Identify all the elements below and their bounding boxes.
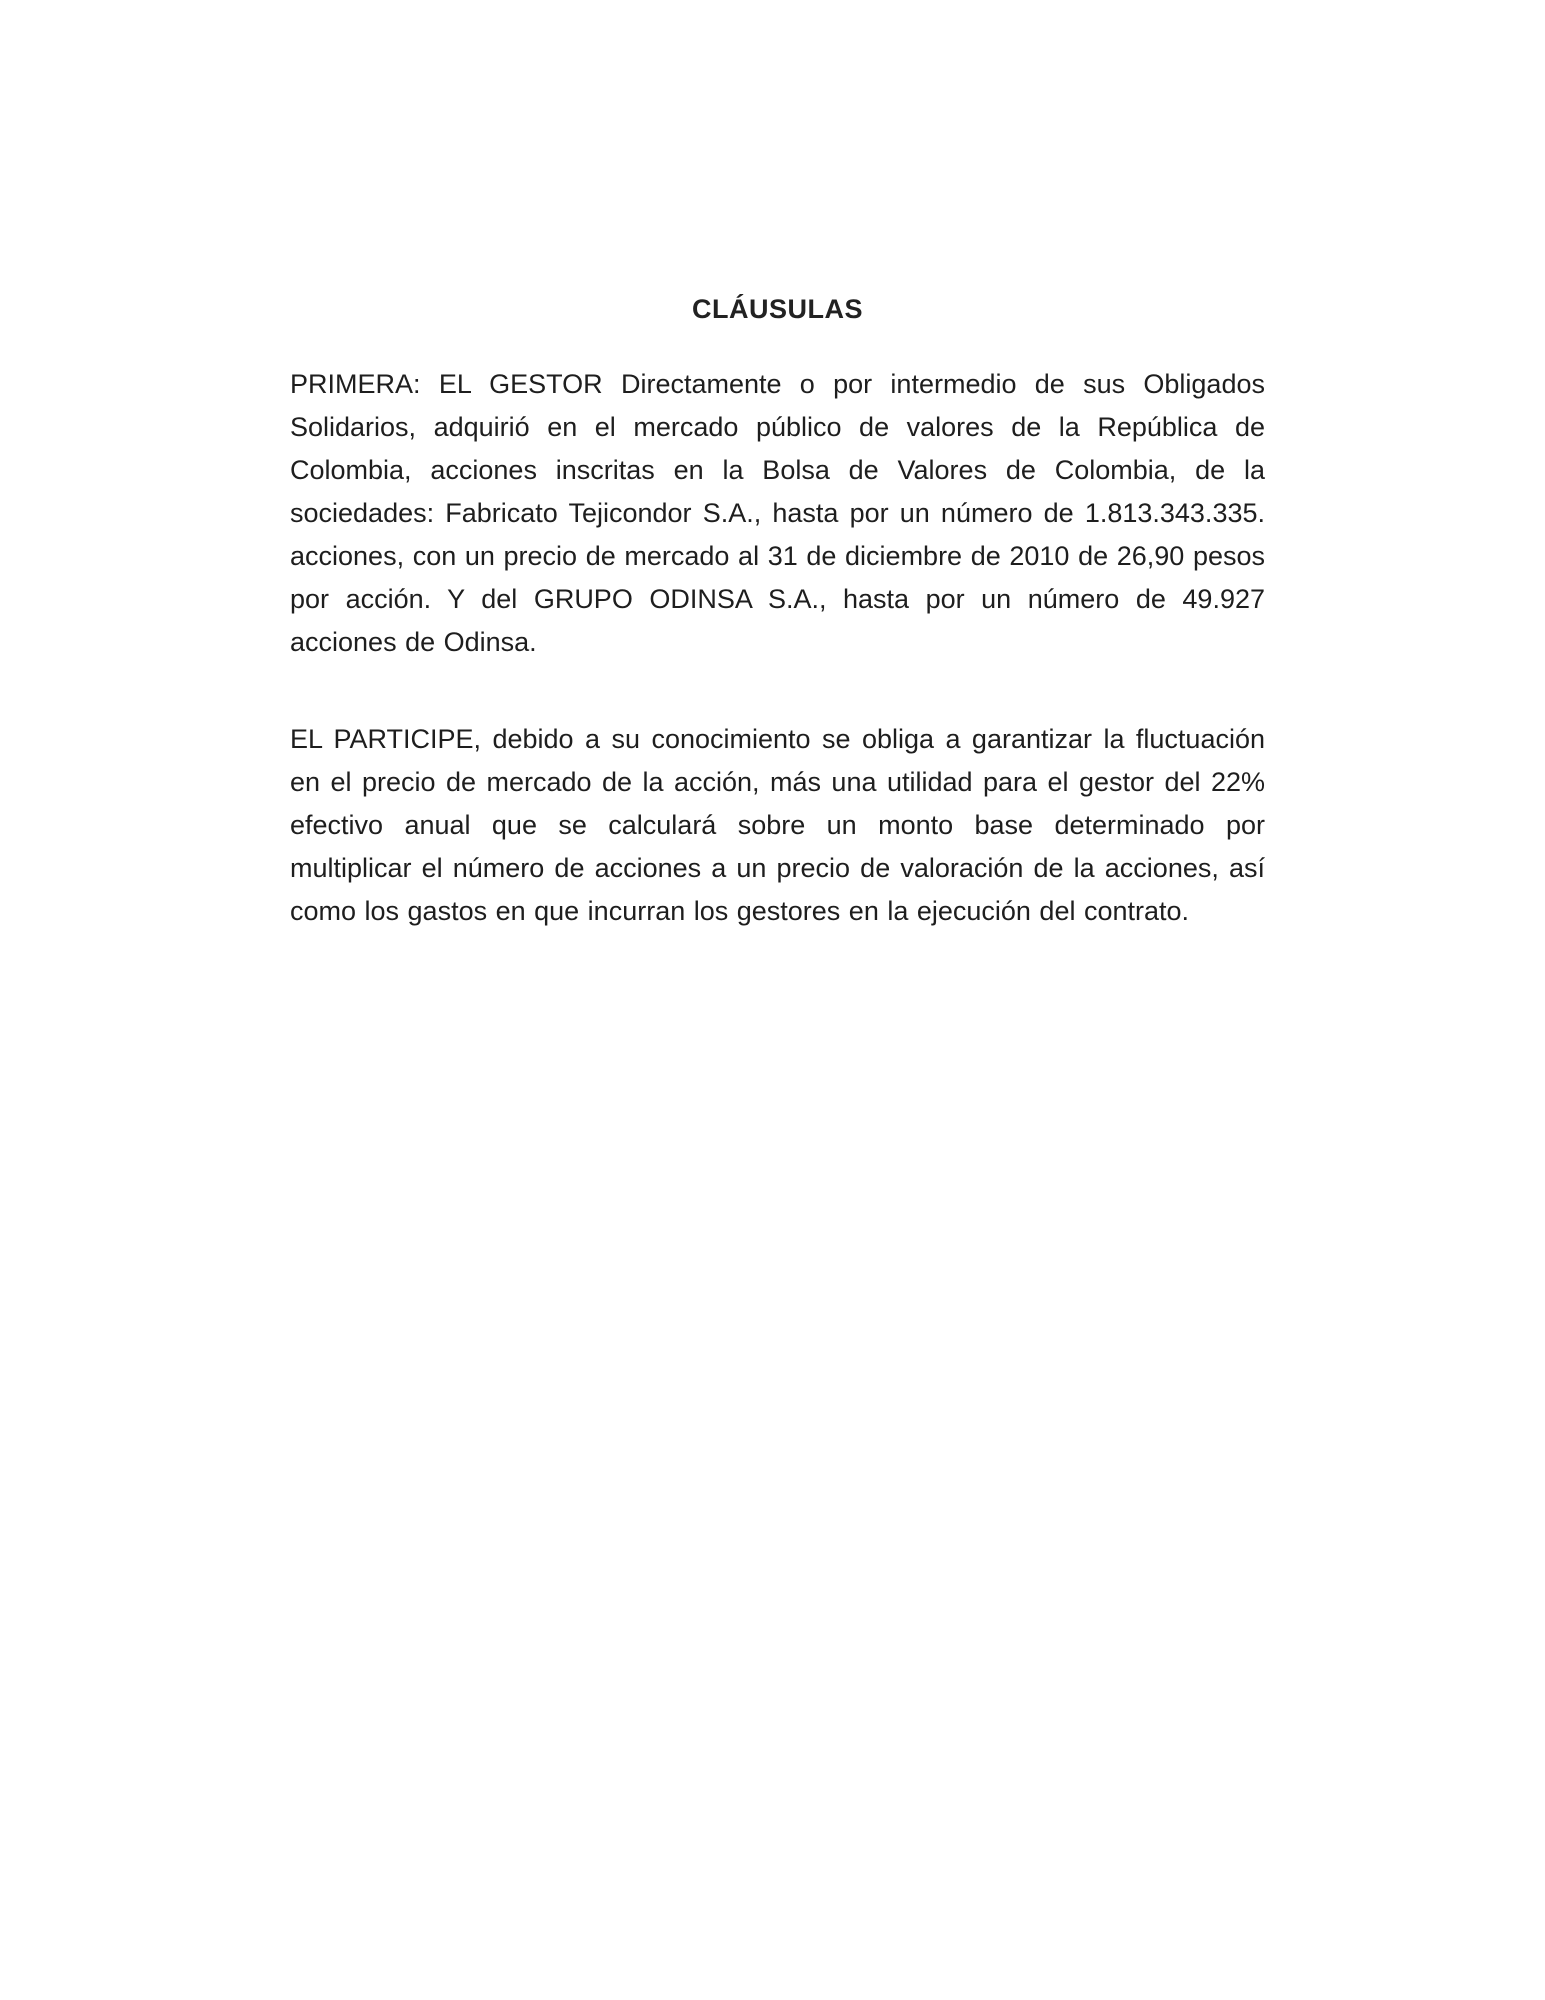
clause-primera-lead: PRIMERA: <box>290 369 421 399</box>
clause-primera-text: EL GESTOR Directamente o por intermedio de sus Obligados Solidarios, adquirió en el mercado público de valores de la República de Colombia, acciones inscritas en la Bolsa de Valores de Colombia, de la sociedades: Fabricato Tejicondor S.A., hasta por un número de 1.813.343.335. acciones, con un precio de mercado al 31 de diciembre de 2010 de 26,90 pesos por acción. Y del GRUPO ODINSA S.A., hasta por un número de 49.927 acciones de Odinsa. <box>290 369 1265 657</box>
clause-participe-text: EL PARTICIPE, debido a su conocimiento se obliga a garantizar la fluctuación en el precio de mercado de la acción, más una utilidad para el gestor del 22% efectivo anual que se calculará sobre un monto base determinado por multiplicar el número de acciones a un precio de valoración de la acciones, así como los gastos en que incurran los gestores en la ejecución del contrato. <box>290 724 1265 926</box>
clause-participe <box>290 718 1265 933</box>
document-title: CLÁUSULAS <box>692 294 863 324</box>
clause-primera <box>290 363 1265 664</box>
